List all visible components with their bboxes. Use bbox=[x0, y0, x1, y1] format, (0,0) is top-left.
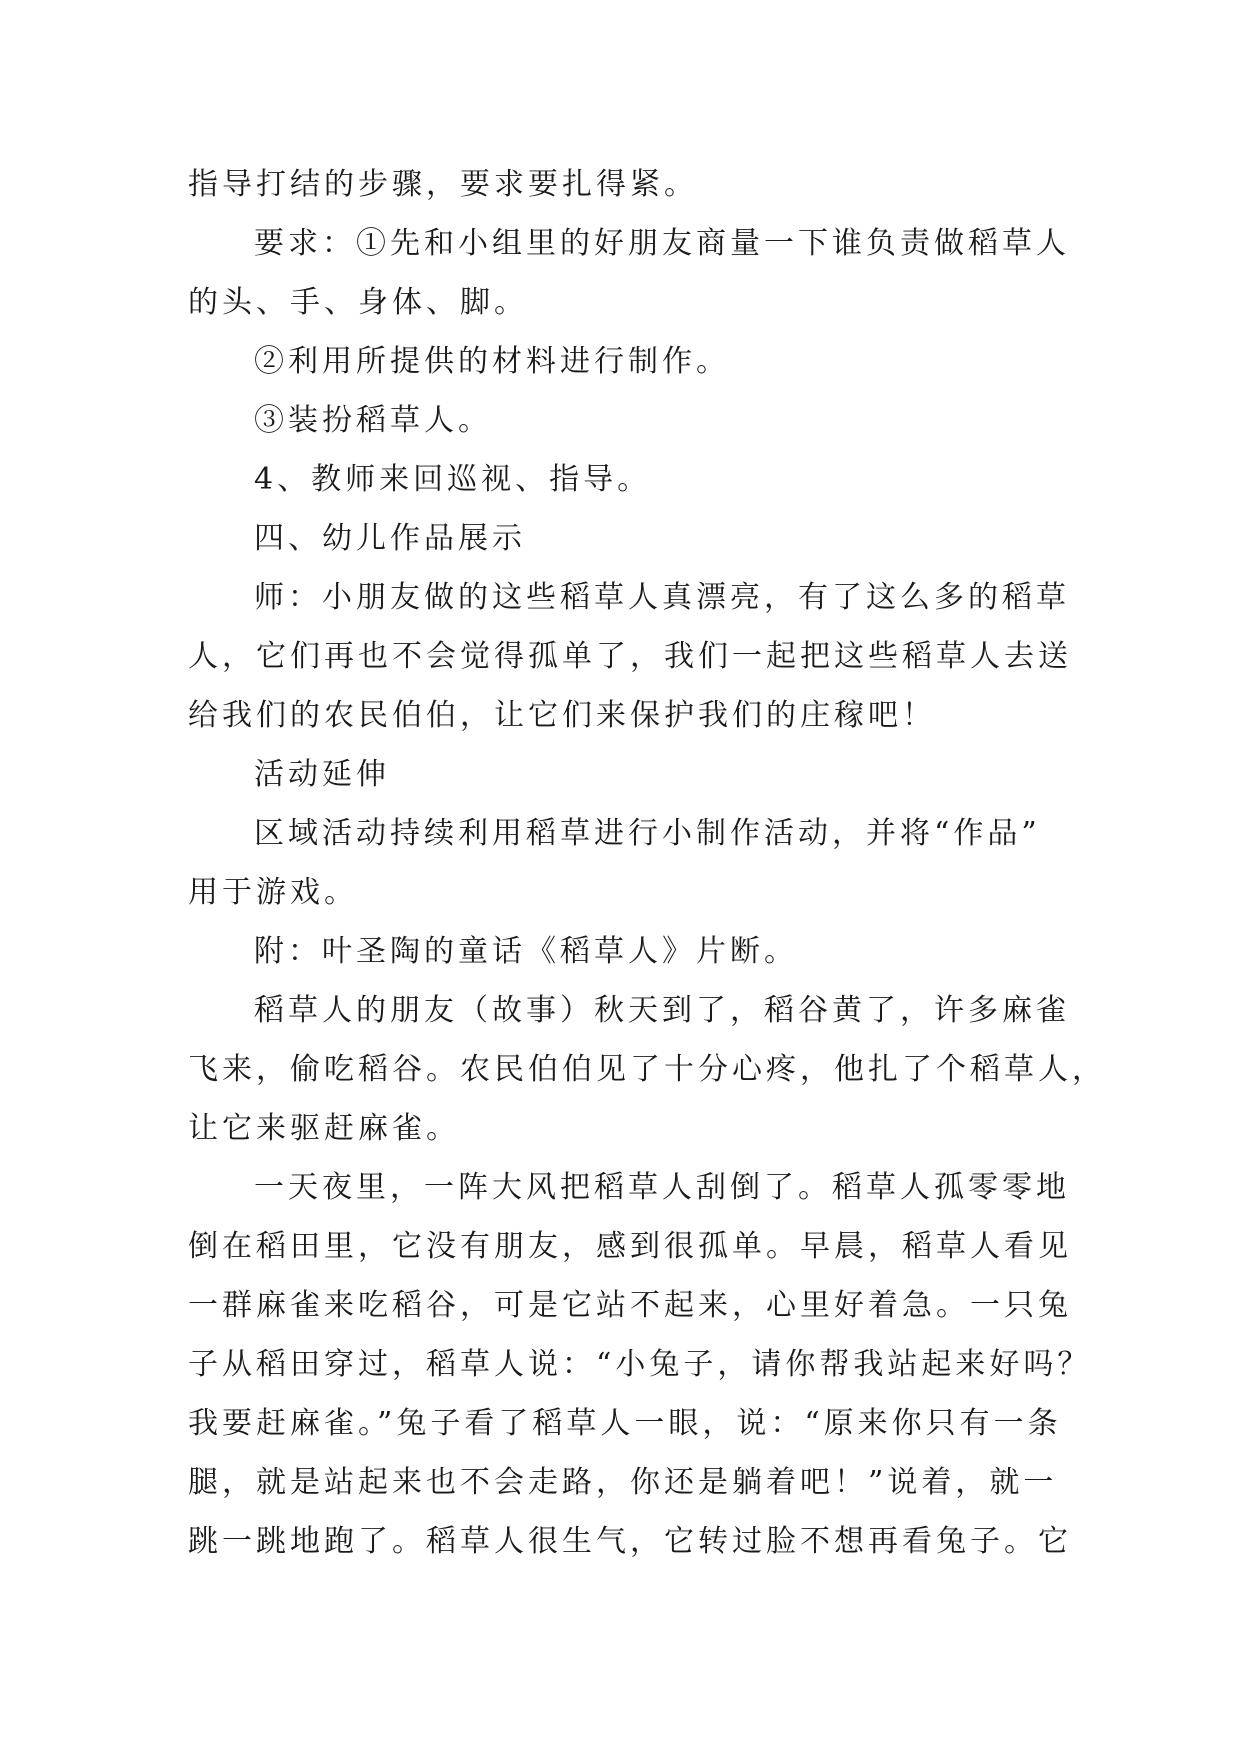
text-line-21: 子从稻田穿过，稻草人说：“小兔子，请你帮我站起来好吗？ bbox=[188, 1347, 1092, 1382]
text-line-16: 飞来，偷吃稻谷。农民伯伯见了十分心疼，他扎了个稻草人， bbox=[188, 1052, 1106, 1087]
text-line-12: 区域活动持续利用稻草进行小制作活动，并将“作品” bbox=[254, 816, 1041, 851]
text-line-1: 指导打结的步骤，要求要扎得紧。 bbox=[188, 167, 698, 202]
text-line-23: 腿，就是站起来也不会走路，你还是躺着吧！”说着，就一 bbox=[188, 1465, 1058, 1500]
section-heading-extension: 活动延伸 bbox=[254, 757, 390, 792]
text-line-22: 我要赶麻雀。”兔子看了稻草人一眼，说：“原来你只有一条 bbox=[188, 1406, 1062, 1441]
text-line-4: ②利用所提供的材料进行制作。 bbox=[254, 344, 730, 379]
text-line-14: 附：叶圣陶的童话《稻草人》片断。 bbox=[254, 934, 798, 969]
text-line-9: 人，它们再也不会觉得孤单了，我们一起把这些稻草人去送 bbox=[188, 639, 1072, 674]
text-line-19: 倒在稻田里，它没有朋友，感到很孤单。早晨，稻草人看见 bbox=[188, 1229, 1072, 1264]
text-line-5: ③装扮稻草人。 bbox=[254, 403, 492, 438]
text-line-13: 用于游戏。 bbox=[188, 875, 358, 910]
text-line-10: 给我们的农民伯伯，让它们来保护我们的庄稼吧！ bbox=[188, 698, 936, 733]
document-body bbox=[188, 155, 1106, 1571]
text-line-24: 跳一跳地跑了。稻草人很生气，它转过脸不想再看兔子。它 bbox=[188, 1524, 1072, 1559]
text-line-3: 的头、手、身体、脚。 bbox=[188, 285, 528, 320]
text-line-20: 一群麻雀来吃稻谷，可是它站不起来，心里好着急。一只兔 bbox=[188, 1288, 1072, 1323]
section-heading: 四、幼儿作品展示 bbox=[254, 521, 526, 556]
text-line-15: 稻草人的朋友（故事）秋天到了，稻谷黄了，许多麻雀 bbox=[254, 993, 1070, 1028]
text-line-18: 一天夜里，一阵大风把稻草人刮倒了。稻草人孤零零地 bbox=[254, 1170, 1070, 1205]
text-line-2: 要求：①先和小组里的好朋友商量一下谁负责做稻草人 bbox=[254, 226, 1070, 261]
text-line-6: 4、教师来回巡视、指导。 bbox=[254, 462, 652, 497]
text-line-17: 让它来驱赶麻雀。 bbox=[188, 1111, 460, 1146]
text-line-8: 师：小朋友做的这些稻草人真漂亮，有了这么多的稻草 bbox=[254, 580, 1070, 615]
